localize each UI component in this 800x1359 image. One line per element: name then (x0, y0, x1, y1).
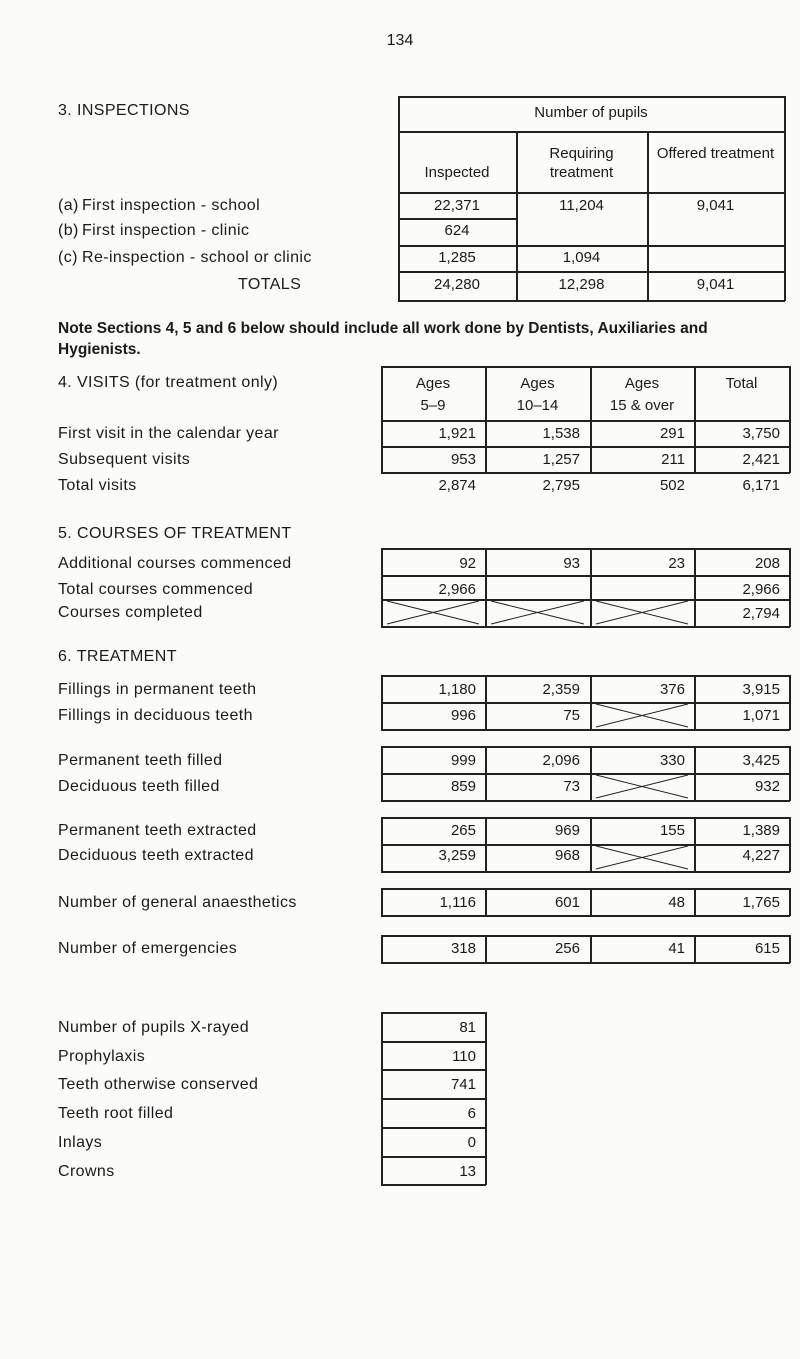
section-title-visits: 4. VISITS (for treatment only) (58, 374, 279, 391)
row-label: Additional courses commenced (58, 555, 292, 572)
table-rule (398, 271, 785, 273)
table-rule (381, 548, 790, 550)
row-label: Number of pupils X-rayed (58, 1019, 250, 1036)
table-cell: 2,794 (742, 605, 780, 622)
row-label: First visit in the calendar year (58, 425, 279, 442)
column-header: Requiring treatment (549, 145, 614, 181)
table-rule (381, 446, 790, 448)
table-rule (485, 746, 487, 801)
section-title-treatment: 6. TREATMENT (58, 648, 177, 665)
column-header-line2: 10–14 (516, 397, 559, 414)
cell-inspected: 1,285 (438, 249, 476, 266)
table-cell: 615 (754, 940, 780, 957)
table-cell: 41 (668, 940, 685, 957)
table-cell: 93 (563, 555, 580, 572)
cell-offered: 9,041 (696, 197, 735, 214)
table-cell: 75 (563, 707, 580, 724)
table-rule (381, 962, 790, 964)
column-header-line1: Total (725, 375, 758, 392)
table-cell: 2,874 (438, 477, 476, 494)
row-marker: (b) (58, 222, 79, 239)
table-rule (381, 888, 790, 890)
table-rule (381, 420, 790, 422)
table-rule (381, 935, 383, 963)
table-cell: 1,538 (542, 425, 580, 442)
column-header: Offered treatment (656, 145, 775, 162)
table-cell: 969 (554, 822, 580, 839)
row-label: Number of general anaesthetics (58, 894, 297, 911)
not-applicable-cross (590, 599, 694, 626)
table-rule (485, 817, 487, 872)
table-rule (381, 1041, 486, 1043)
table-rule (381, 746, 790, 748)
table-rule (381, 1012, 383, 1185)
table-rule (590, 935, 592, 963)
table-rule (381, 1127, 486, 1129)
column-header-line1: Ages (624, 375, 660, 392)
row-label: Total visits (58, 477, 137, 494)
table-rule (694, 888, 696, 916)
row-label: Prophylaxis (58, 1048, 146, 1065)
not-applicable-cross (590, 844, 694, 871)
table-rule (381, 729, 790, 731)
row-label: Permanent teeth extracted (58, 822, 257, 839)
table-rule (381, 575, 790, 577)
section-title-courses: 5. COURSES OF TREATMENT (58, 525, 292, 542)
table-cell: 1,921 (438, 425, 476, 442)
table-rule (398, 192, 785, 194)
table-cell: 1,765 (742, 894, 780, 911)
not-applicable-cross (485, 599, 590, 626)
column-header-line2: 15 & over (609, 397, 675, 414)
table-rule (381, 817, 383, 872)
row-label: Deciduous teeth filled (58, 778, 220, 795)
cell-inspected: 22,371 (434, 197, 480, 214)
table-cell: 2,096 (542, 752, 580, 769)
table-cell: 155 (659, 822, 685, 839)
table-rule (381, 871, 790, 873)
row-marker: (a) (58, 197, 79, 214)
table-cell: 0 (467, 1134, 476, 1151)
table-rule (381, 366, 790, 368)
row-label: Permanent teeth filled (58, 752, 223, 769)
table-cell: 256 (554, 940, 580, 957)
table-rule (694, 675, 696, 730)
row-label: First inspection - school (82, 197, 261, 214)
row-label: Teeth otherwise conserved (58, 1076, 259, 1093)
table-rule (694, 817, 696, 872)
row-marker: (c) (58, 249, 78, 266)
table-cell: 3,425 (742, 752, 780, 769)
table-rule (381, 844, 790, 846)
table-rule (789, 675, 791, 730)
row-label: Courses completed (58, 604, 203, 621)
table-cell: 741 (450, 1076, 476, 1093)
table-cell: 859 (450, 778, 476, 795)
table-rule (381, 702, 790, 704)
not-applicable-cross (590, 702, 694, 729)
row-label: Re-inspection - school or clinic (82, 249, 312, 266)
table-rule (485, 675, 487, 730)
table-cell: 2,421 (742, 451, 780, 468)
table-cell: 2,966 (742, 581, 780, 598)
table-cell: 4,227 (742, 847, 780, 864)
table-cell: 13 (459, 1163, 476, 1180)
page-number: 134 (386, 32, 414, 49)
table-cell: 932 (754, 778, 780, 795)
row-label: Deciduous teeth extracted (58, 847, 254, 864)
table-cell: 73 (563, 778, 580, 795)
table-rule (784, 96, 786, 301)
table-cell: 265 (450, 822, 476, 839)
table-rule (381, 1184, 486, 1186)
row-label: Inlays (58, 1134, 103, 1151)
table-cell: 376 (659, 681, 685, 698)
table-rule (381, 626, 790, 628)
table-rule (694, 935, 696, 963)
table-cell: 953 (450, 451, 476, 468)
column-header: Inspected (424, 164, 490, 181)
table-cell: 48 (668, 894, 685, 911)
table-rule (485, 888, 487, 916)
table-cell: 1,180 (438, 681, 476, 698)
table-rule (381, 746, 383, 801)
table-cell: 999 (450, 752, 476, 769)
row-label: Fillings in deciduous teeth (58, 707, 253, 724)
table-rule (789, 935, 791, 963)
table-rule (381, 1012, 486, 1014)
table-rule (381, 935, 790, 937)
table-rule (694, 746, 696, 801)
table-rule (381, 1156, 486, 1158)
cell-total-offered: 9,041 (696, 276, 735, 293)
table-rule (381, 915, 790, 917)
table-cell: 601 (554, 894, 580, 911)
row-label: Teeth root filled (58, 1105, 174, 1122)
table-rule (381, 888, 383, 916)
table-rule (694, 548, 696, 627)
cell-requiring: 1,094 (562, 249, 601, 266)
table-cell: 92 (459, 555, 476, 572)
table-cell: 1,116 (439, 894, 476, 911)
cell-total-requiring: 12,298 (558, 276, 605, 293)
note-text: Note Sections 4, 5 and 6 below should include all work done by Dentists, Auxiliaries and Hygienists. (58, 320, 708, 358)
table-cell: 211 (661, 451, 685, 468)
table-cell: 3,259 (438, 847, 476, 864)
table-rule (398, 131, 785, 133)
cell-total-inspected: 24,280 (434, 276, 480, 293)
table-rule (789, 746, 791, 801)
table-rule (398, 96, 785, 98)
row-label: Total courses commenced (58, 581, 254, 598)
table-rule (381, 817, 790, 819)
table-cell: 2,359 (542, 681, 580, 698)
table-cell: 3,750 (742, 425, 780, 442)
row-label: Number of emergencies (58, 940, 238, 957)
row-label: Crowns (58, 1163, 115, 1180)
table-rule (590, 888, 592, 916)
table-cell: 968 (554, 847, 580, 864)
table-rule (398, 300, 785, 302)
table-rule (789, 888, 791, 916)
table-rule (485, 1012, 487, 1185)
table-rule (789, 817, 791, 872)
table-rule (381, 675, 383, 730)
cell-requiring: 11,204 (559, 197, 604, 214)
table-cell: 6,171 (742, 477, 780, 494)
table-cell: 1,389 (742, 822, 780, 839)
table-rule (381, 675, 790, 677)
column-header-line2: 5–9 (420, 397, 446, 414)
not-applicable-cross (590, 773, 694, 800)
table-cell: 291 (659, 425, 685, 442)
table-cell: 1,071 (742, 707, 780, 724)
table-rule (381, 1069, 486, 1071)
table-cell: 23 (668, 555, 685, 572)
table-rule (381, 773, 790, 775)
table-rule (789, 548, 791, 627)
section-title-inspections: 3. INSPECTIONS (58, 102, 190, 119)
row-label: Fillings in permanent teeth (58, 681, 257, 698)
table-cell: 996 (450, 707, 476, 724)
table-rule (398, 245, 785, 247)
cell-inspected: 624 (444, 222, 470, 239)
table-rule (381, 472, 790, 474)
table-cell: 1,257 (542, 451, 580, 468)
table-rule (485, 935, 487, 963)
table-cell: 208 (754, 555, 780, 572)
row-label: Subsequent visits (58, 451, 191, 468)
group-header-number-of-pupils: Number of pupils (534, 104, 648, 121)
totals-label: TOTALS (238, 276, 302, 293)
not-applicable-cross (381, 599, 485, 626)
row-label: First inspection - clinic (82, 222, 250, 239)
table-rule (381, 800, 790, 802)
table-cell: 502 (659, 477, 685, 494)
table-rule (381, 1098, 486, 1100)
table-cell: 2,966 (438, 581, 476, 598)
table-cell: 330 (659, 752, 685, 769)
table-rule (398, 218, 517, 220)
column-header-line1: Ages (415, 375, 451, 392)
table-cell: 81 (459, 1019, 476, 1036)
column-header-line1: Ages (520, 375, 555, 392)
table-cell: 2,795 (542, 477, 580, 494)
table-cell: 6 (467, 1105, 476, 1122)
table-cell: 318 (450, 940, 476, 957)
table-cell: 3,915 (742, 681, 780, 698)
table-cell: 110 (452, 1048, 476, 1065)
